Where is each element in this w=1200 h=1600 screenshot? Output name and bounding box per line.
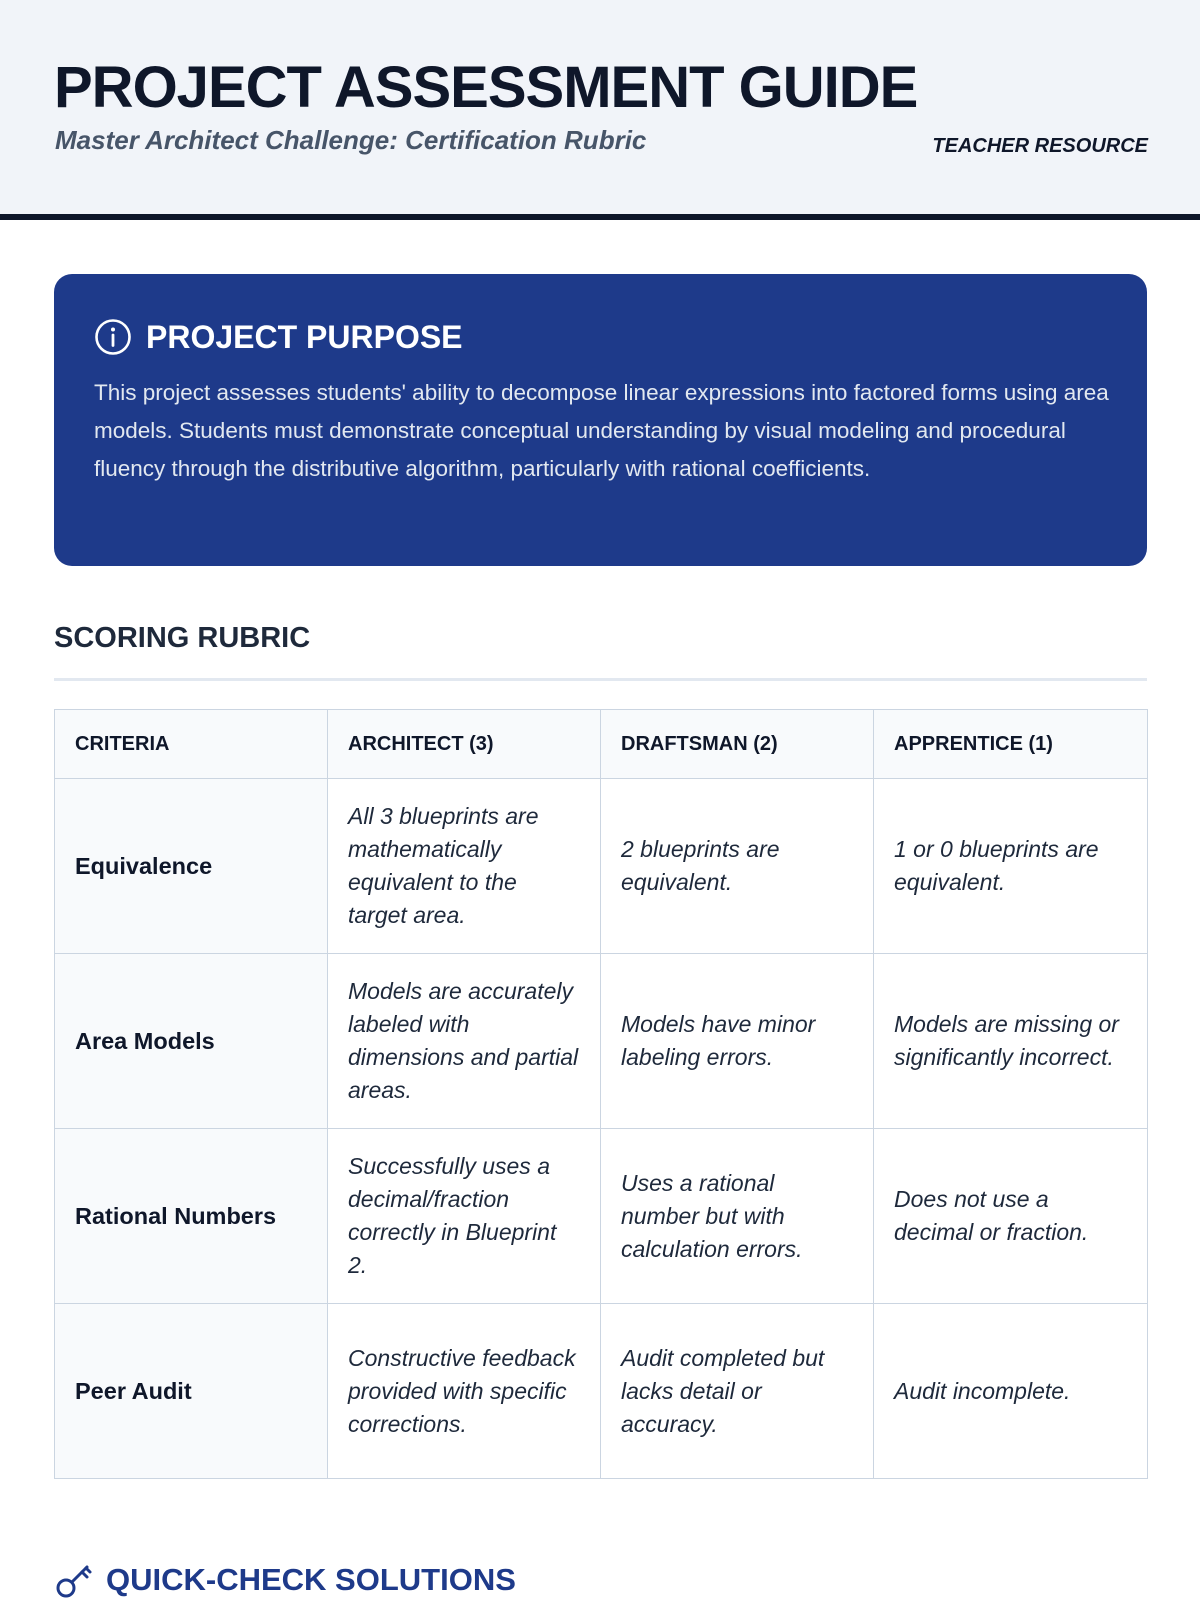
criteria-cell: Area Models xyxy=(55,954,328,1129)
column-header-draftsman: DRAFTSMAN (2) xyxy=(601,710,874,779)
table-row xyxy=(55,954,1148,1129)
column-header-criteria: CRITERIA xyxy=(55,710,328,779)
draftsman-cell: 2 blueprints are equivalent. xyxy=(601,779,874,954)
scoring-rubric-table xyxy=(54,709,1148,1479)
resource-label: TEACHER RESOURCE xyxy=(932,135,1148,157)
apprentice-cell: Models are missing or significantly incorrect. xyxy=(874,954,1148,1129)
draftsman-cell: Models have minor labeling errors. xyxy=(601,954,874,1129)
apprentice-cell: Audit incomplete. xyxy=(874,1304,1148,1479)
project-purpose-heading xyxy=(94,318,463,356)
project-purpose-text: This project assesses students' ability to decompose linear expressions into factored forms using area models. Students must demonstrate conceptual understanding by visual modeling and procedural fluency through the distributive algorithm, particularly with rational coefficients. xyxy=(94,380,1109,481)
project-purpose-card xyxy=(54,274,1147,566)
table-row xyxy=(55,779,1148,954)
quick-check-title: QUICK-CHECK SOLUTIONS xyxy=(106,1562,516,1597)
architect-cell: Constructive feedback provided with specific corrections. xyxy=(328,1304,601,1479)
draftsman-cell: Uses a rational number but with calculation errors. xyxy=(601,1129,874,1304)
page-header xyxy=(0,0,1200,220)
scoring-rubric-title: SCORING RUBRIC xyxy=(54,622,311,654)
quick-check-heading xyxy=(54,1560,516,1600)
column-header-architect: ARCHITECT (3) xyxy=(328,710,601,779)
architect-cell: Models are accurately labeled with dimensions and partial areas. xyxy=(328,954,601,1129)
table-header-row xyxy=(55,710,1148,779)
architect-cell: All 3 blueprints are mathematically equivalent to the target area. xyxy=(328,779,601,954)
criteria-cell: Peer Audit xyxy=(55,1304,328,1479)
page-title: PROJECT ASSESSMENT GUIDE xyxy=(54,55,918,120)
key-icon xyxy=(54,1560,94,1600)
criteria-cell: Rational Numbers xyxy=(55,1129,328,1304)
draftsman-cell: Audit completed but lacks detail or accuracy. xyxy=(601,1304,874,1479)
info-circle-icon xyxy=(94,318,132,356)
architect-cell: Successfully uses a decimal/fraction correctly in Blueprint 2. xyxy=(328,1129,601,1304)
project-purpose-title: PROJECT PURPOSE xyxy=(146,318,463,355)
table-row xyxy=(55,1304,1148,1479)
section-divider xyxy=(54,678,1147,681)
column-header-apprentice: APPRENTICE (1) xyxy=(874,710,1148,779)
apprentice-cell: 1 or 0 blueprints are equivalent. xyxy=(874,779,1148,954)
apprentice-cell: Does not use a decimal or fraction. xyxy=(874,1129,1148,1304)
page-subtitle: Master Architect Challenge: Certification Rubric xyxy=(55,125,647,155)
criteria-cell: Equivalence xyxy=(55,779,328,954)
table-row xyxy=(55,1129,1148,1304)
